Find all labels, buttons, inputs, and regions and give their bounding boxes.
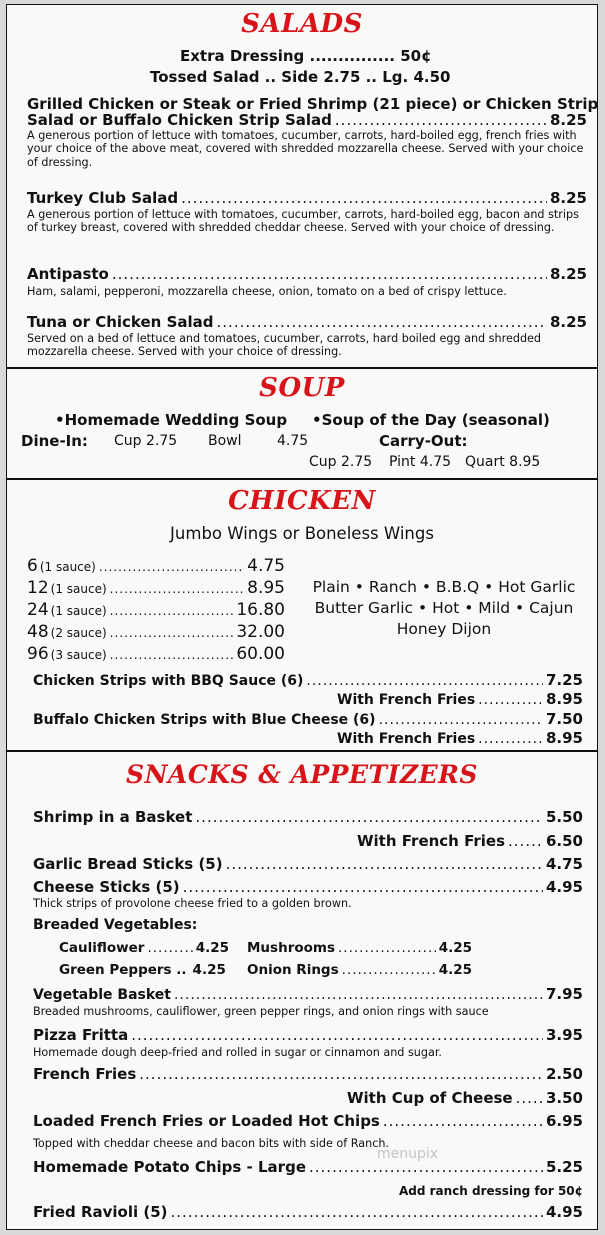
- antipasto-row: Antipasto ..... 8.25: [27, 265, 587, 283]
- cauliflower-row: Cauliflower ..... 4.25: [59, 940, 229, 956]
- menu-page: [6, 4, 598, 1230]
- tossed-salad: Tossed Salad .. Side 2.75 .. Lg. 4.50: [150, 68, 451, 86]
- watermark: menupix: [377, 1146, 439, 1162]
- veg-basket-row: Vegetable Basket ..... 7.95: [33, 985, 583, 1003]
- garlic-bread-row: Garlic Bread Sticks (5) ..... 4.75: [33, 855, 583, 873]
- wing-row: 48 (2 sauce) ..... 32.00: [27, 622, 285, 644]
- turkey-salad-row: Turkey Club Salad ..... 8.25: [27, 189, 587, 207]
- pizza-fritta-row: Pizza Fritta ..... 3.95: [33, 1026, 583, 1044]
- wing-row: 24 (1 sauce) ..... 16.80: [27, 600, 285, 622]
- dine-in-cup: Cup 2.75: [114, 433, 178, 449]
- veg-basket-desc: Breaded mushrooms, cauliflower, green pepper rings, and onion rings with sauce: [33, 1005, 489, 1018]
- fried-ravioli-row: Fried Ravioli (5) ..... 4.95: [33, 1203, 583, 1221]
- dine-in-label: Dine-In:: [21, 432, 88, 450]
- sauces-line-1: Plain • Ranch • B.B.Q • Hot Garlic: [312, 578, 576, 596]
- tuna-salad-row: Tuna or Chicken Salad ..... 8.25: [27, 313, 587, 331]
- strips-bbq-row: Chicken Strips with BBQ Sauce (6) ..... 7.25: [33, 671, 583, 689]
- wing-row: 12 (1 sauce) ..... 8.95: [27, 578, 285, 600]
- strips-bbq-ff-row: With French Fries ..... 8.95: [337, 690, 583, 708]
- turkey-salad-desc: A generous portion of lettuce with tomatoes, cucumber, carrots, hard-boiled egg, bacon and strips of turkey breast, covered with shredded cheddar cheese. Served with your choice of dressing.: [27, 208, 579, 235]
- loaded-fries-desc: Topped with cheddar cheese and bacon bits with side of Ranch.: [33, 1137, 389, 1150]
- mushrooms-row: Mushrooms ..... 4.25: [247, 940, 472, 956]
- breaded-veg-label: Breaded Vegetables:: [33, 917, 198, 933]
- carry-out-quart: Quart 8.95: [465, 454, 541, 470]
- soup-title: SOUP: [259, 373, 345, 403]
- wings-list: [27, 556, 285, 666]
- carry-out-cup: Cup 2.75: [309, 454, 373, 470]
- chicken-section: [6, 479, 598, 751]
- cheese-sticks-row: Cheese Sticks (5) ..... 4.95: [33, 878, 583, 896]
- soup-section: [6, 368, 598, 479]
- chicken-subtitle: Jumbo Wings or Boneless Wings: [170, 524, 434, 543]
- fries-cheese-row: With Cup of Cheese ..... 3.50: [347, 1089, 583, 1107]
- wing-row: 96 (3 sauce) ..... 60.00: [27, 644, 285, 666]
- shrimp-ff-row: With French Fries ..... 6.50: [357, 832, 583, 850]
- salads-section: [6, 4, 598, 368]
- strips-buffalo-row: Buffalo Chicken Strips with Blue Cheese (6) ..... 7.50: [33, 710, 583, 728]
- grilled-salad-name-1: Grilled Chicken or Steak or Fried Shrimp (21 piece) or Chicken Strip: [27, 95, 599, 113]
- tuna-salad-desc: Served on a bed of lettuce and tomatoes, cucumber, carrots, hard boiled egg and shredded mozzarella cheese. Served with your choice of dressing.: [27, 332, 542, 359]
- ranch-note: Add ranch dressing for 50¢: [398, 1184, 583, 1198]
- antipasto-desc: Ham, salami, pepperoni, mozzarella cheese, onion, tomato on a bed of crispy lettuce.: [27, 285, 507, 298]
- shrimp-row: Shrimp in a Basket ..... 5.50: [33, 808, 583, 826]
- cheese-sticks-desc: Thick strips of provolone cheese fried to a golden brown.: [33, 897, 352, 910]
- chicken-title: CHICKEN: [228, 486, 376, 516]
- grilled-salad-desc: A generous portion of lettuce with tomatoes, cucumber, carrots, hard-boiled egg, french fries with your choice of the above meat, covered with shredded mozzarella cheese. Served with your choice of dressing.: [27, 129, 584, 169]
- wing-sauces: [299, 577, 589, 640]
- sauces-line-2: Butter Garlic • Hot • Mild • Cajun: [314, 599, 574, 617]
- french-fries-row: French Fries ..... 2.50: [33, 1065, 583, 1083]
- strips-buffalo-ff-row: With French Fries ..... 8.95: [337, 729, 583, 747]
- sauces-line-3: Honey Dijon: [396, 620, 492, 638]
- dine-in-bowl-price: 4.75: [277, 433, 309, 449]
- soup-of-day: •Soup of the Day (seasonal): [312, 411, 550, 429]
- extra-dressing: Extra Dressing ............... 50¢: [180, 47, 432, 65]
- carry-out-pint: Pint 4.75: [389, 454, 452, 470]
- grilled-salad-price: 8.25: [549, 111, 587, 129]
- loaded-fries-row: Loaded French Fries or Loaded Hot Chips ..... 6.95: [33, 1112, 583, 1130]
- snacks-section: [6, 751, 598, 1230]
- green-peppers-row: Green Peppers .. 4.25: [59, 962, 226, 978]
- grilled-salad-row: Salad or Buffalo Chicken Strip Salad ..... 8.25: [27, 111, 587, 129]
- carry-out-label: Carry-Out:: [379, 432, 468, 450]
- snacks-title: SNACKS & APPETIZERS: [126, 760, 478, 789]
- onion-rings-row: Onion Rings ..... 4.25: [247, 962, 472, 978]
- potato-chips-row: Homemade Potato Chips - Large ..... 5.25: [33, 1158, 583, 1176]
- dine-in-bowl: Bowl: [208, 433, 242, 449]
- pizza-fritta-desc: Homemade dough deep-fried and rolled in sugar or cinnamon and sugar.: [33, 1046, 442, 1059]
- wing-row: 6 (1 sauce) ..... 4.75: [27, 556, 285, 578]
- salads-title: SALADS: [241, 9, 363, 39]
- wedding-soup: •Homemade Wedding Soup: [55, 411, 288, 429]
